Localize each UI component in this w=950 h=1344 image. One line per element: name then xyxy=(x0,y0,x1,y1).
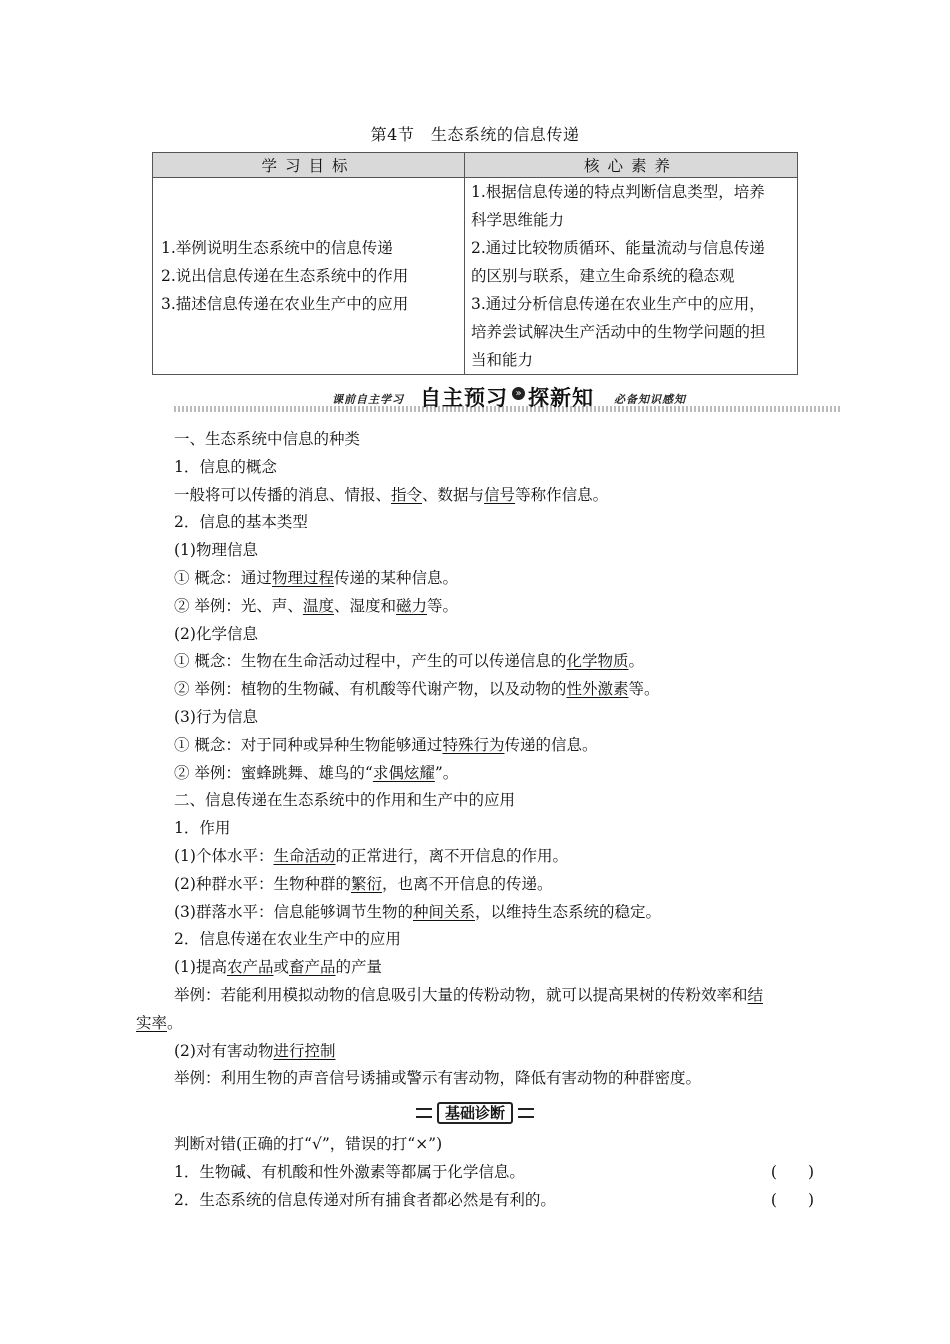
blank-answer: 磁力 xyxy=(395,596,427,615)
text-line: ① 概念：通过物理过程传递的某种信息。 xyxy=(174,568,458,587)
blank-answer: 指令 xyxy=(391,485,423,504)
heading: 二、信息传递在生态系统中的作用和生产中的应用 xyxy=(174,791,516,810)
literacy-line: 当和能力 xyxy=(471,351,534,369)
diagnosis-right-bar xyxy=(518,1108,534,1118)
blank-answer: 实率 xyxy=(136,1013,168,1032)
text-line: (1)个体水平：生命活动的正常进行，离不开信息的作用。 xyxy=(174,846,568,865)
banner-title-part2: 探新知 xyxy=(528,386,594,410)
literacy-line: 2.通过比较物质循环、能量流动与信息传递 xyxy=(471,239,765,257)
item-heading: (3)行为信息 xyxy=(174,707,258,726)
section-banner xyxy=(174,382,842,416)
answer-blank[interactable]: ( ) xyxy=(770,1162,814,1181)
literacy-line: 科学思维能力 xyxy=(471,211,565,229)
goal-item: 3.描述信息传递在农业生产中的应用 xyxy=(161,295,409,313)
blank-answer: 结 xyxy=(747,985,764,1004)
blank-answer: 畜产品 xyxy=(289,958,336,977)
blank-answer: 繁衍 xyxy=(350,874,382,893)
blank-answer: 农产品 xyxy=(226,958,274,977)
blank-answer: 求偶炫耀 xyxy=(372,763,435,782)
blank-answer: 化学物质 xyxy=(566,652,629,671)
banner-right-caption: 必备知识感知 xyxy=(614,393,686,406)
heading: 一、生态系统中信息的种类 xyxy=(174,430,361,448)
goal-item: 1.举例说明生态系统中的信息传递 xyxy=(161,239,393,257)
blank-answer: 生命活动 xyxy=(273,846,336,865)
blank-answer: 特殊行为 xyxy=(442,735,505,754)
literacy-line: 培养尝试解决生产活动中的生物学问题的担 xyxy=(471,323,766,341)
goal-item: 2.说出信息传递在生态系统中的作用 xyxy=(161,267,409,285)
blank-answer: 温度 xyxy=(302,596,334,615)
blank-answer: 性外激素 xyxy=(566,680,629,699)
subheading: 2．信息的基本类型 xyxy=(174,513,308,532)
diagnosis-intro: 判断对错(正确的打“√”，错误的打“×”) xyxy=(174,1135,443,1153)
question-item: 1．生物碱、有机酸和性外激素等都属于化学信息。 ( ) xyxy=(174,1159,814,1187)
text-line: 举例：若能利用模拟动物的信息吸引大量的传粉动物，就可以提高果树的传粉效率和结 xyxy=(174,985,764,1004)
text-line: ② 举例：蜜蜂跳舞、雄鸟的“求偶炫耀”。 xyxy=(174,763,459,782)
text-line: 一般将可以传播的消息、情报、指令、数据与信号等称作信息。 xyxy=(174,485,609,504)
learning-goals-cell xyxy=(153,178,465,375)
literacy-line: 的区别与联系，建立生命系统的稳态观 xyxy=(471,267,735,285)
content-body xyxy=(136,426,814,1093)
text-line: (3)群落水平：信息能够调节生物的种间关系，以维持生态系统的稳定。 xyxy=(174,902,661,921)
subheading: 1．信息的概念 xyxy=(174,457,277,476)
text-line: 举例：利用生物的声音信号诱捕或警示有害动物，降低有害动物的种群密度。 xyxy=(174,1069,702,1088)
blank-answer: 进行控制 xyxy=(273,1041,336,1060)
literacy-line: 1.根据信息传递的特点判断信息类型，培养 xyxy=(471,183,765,201)
text-line-wrap: 实率。 xyxy=(136,1013,183,1032)
item-heading: (1)提高农产品或畜产品的产量 xyxy=(174,958,383,977)
diagnosis-label: 基础诊断 xyxy=(437,1102,513,1124)
header-core-literacy: 核心素养 xyxy=(465,153,798,178)
item-heading: (2)对有害动物进行控制 xyxy=(174,1041,336,1060)
diagnosis-left-bar xyxy=(416,1108,432,1118)
subheading: 2．信息传递在农业生产中的应用 xyxy=(174,930,401,949)
banner-divider xyxy=(174,406,842,412)
objectives-table xyxy=(152,152,798,375)
diagnosis-body xyxy=(174,1131,814,1214)
subheading: 1．作用 xyxy=(174,819,231,838)
core-literacy-cell xyxy=(465,178,798,375)
blank-answer: 种间关系 xyxy=(412,902,475,921)
banner-left-caption: 课前自主学习 xyxy=(332,393,404,406)
blank-answer: 信号 xyxy=(484,485,516,504)
text-line: ② 举例：光、声、温度、湿度和磁力等。 xyxy=(174,596,458,615)
text-line: (2)种群水平：生物种群的繁衍，也离不开信息的传递。 xyxy=(174,874,553,893)
blank-answer: 物理过程 xyxy=(271,568,334,587)
item-heading: (1)物理信息 xyxy=(174,541,258,560)
item-heading: (2)化学信息 xyxy=(174,624,258,643)
banner-title-part1: 自主预习 xyxy=(420,386,508,410)
diagnosis-header xyxy=(0,1101,950,1123)
question-item: 2．生态系统的信息传递对所有捕食者都必然是有利的。 ( ) xyxy=(174,1187,814,1215)
literacy-line: 3.通过分析信息传递在农业生产中的应用， xyxy=(471,295,765,313)
text-line: ① 概念：对于同种或异种生物能够通过特殊行为传递的信息。 xyxy=(174,735,598,754)
banner-arrow-icon: » xyxy=(512,387,525,400)
answer-blank[interactable]: ( ) xyxy=(770,1190,814,1209)
section-title: 第4节 生态系统的信息传递 xyxy=(370,125,580,144)
header-learning-goals: 学习目标 xyxy=(153,153,465,178)
text-line: ① 概念：生物在生命活动过程中，产生的可以传递信息的化学物质。 xyxy=(174,652,644,671)
text-line: ② 举例：植物的生物碱、有机酸等代谢产物，以及动物的性外激素等。 xyxy=(174,680,660,699)
